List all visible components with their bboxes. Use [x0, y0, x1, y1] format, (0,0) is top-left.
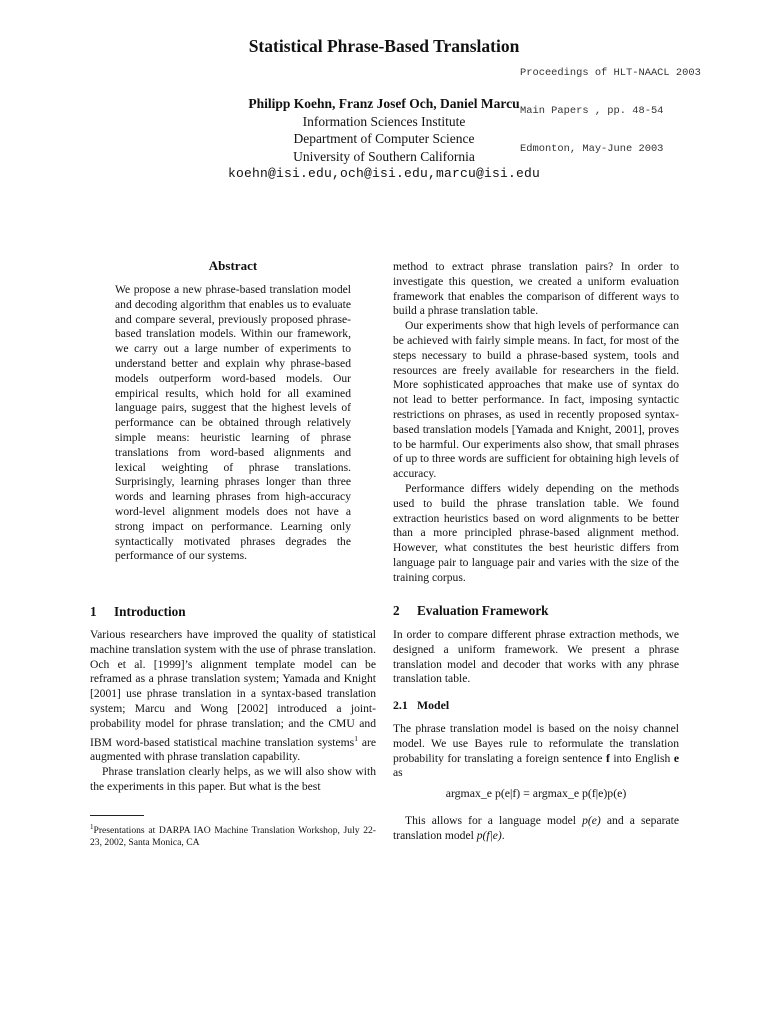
subsection-heading-model [393, 698, 449, 713]
paper-title: Statistical Phrase-Based Translation [248, 36, 520, 56]
venue-line: Edmonton, May-June 2003 [520, 142, 664, 155]
body-paragraph: method to extract phrase translation pairs? In order to investigate this question, we created a uniform evaluation framework that enables the comparison of different ways to build a phrase translation table. [393, 260, 679, 318]
evaluation-framework-text [393, 628, 679, 687]
bayes-equation: argmax_e p(e|f) = argmax_e p(f|e)p(e) [445, 786, 627, 800]
venue-line: Main Papers , pp. 48-54 [520, 104, 664, 117]
subsection-number: 2.1 [393, 698, 408, 712]
math-symbol-e: e [673, 751, 679, 765]
section-title: Evaluation Framework [417, 603, 549, 618]
author-emails: koehn@isi.edu,och@isi.edu,marcu@isi.edu [227, 166, 541, 181]
model-text-part: . [501, 828, 505, 842]
model-text-part: as [393, 766, 403, 780]
affiliation-line: University of Southern California [293, 148, 475, 164]
affiliation-line: Information Sciences Institute [302, 113, 466, 129]
footnote-divider [90, 815, 144, 816]
model-text [393, 722, 679, 781]
intro-text-part: Various researchers have improved the quality of statistical machine translation system with the use of phrase translation. Och et al. [1999]’s alignment template model can be reframed as a phrase translation system; Yamada and Knight [2001] use phrase translation in a syntax-based translation system; Marcu and Wong [2002] introduced a joint-probability model for phrase translation; and the CMU and IBM word-based statistical machine translation systems [90, 628, 376, 749]
author-block [0, 95, 768, 183]
intro-paragraph [90, 628, 376, 765]
body-paragraph: In order to compare different phrase extraction methods, we designed a uniform framework. We present a phrase translation model and decoder that works with any phrase translation table. [393, 628, 679, 686]
intro-text-part: are augmented with phrase translation capability. [90, 735, 376, 764]
footnote-number: 1 [90, 823, 94, 831]
abstract-paragraph: We propose a new phrase-based translation model and decoding algorithm that enables us to evaluate and compare several, previously proposed phrase-based translation models. Within our framework, we carry out a large number of experiments to understand better and explain why phrase-based models outperform word-based models. Our empirical results, which hold for all examined language pairs, suggest that the highest levels of performance can be obtained through relatively simple means: heuristic learning of phrase translations from word-based alignments and lexical weighting of phrase translations. Surprisingly, learning phrases longer than three words and learning phrases from high-accuracy word-level alignment models does not have a strong impact on performance. Learning only syntactically motivated phrases degrades the performance of our systems. [115, 283, 351, 563]
section-number: 1 [90, 604, 97, 619]
model-text-part: and a separate translation model [393, 814, 680, 842]
footnote [90, 821, 376, 849]
model-continued-text [393, 814, 679, 844]
abstract-heading: Abstract [208, 258, 258, 273]
section-heading-introduction [90, 604, 186, 620]
body-paragraph [393, 814, 679, 844]
section-heading-evaluation-framework [393, 603, 549, 619]
footnote-text: Presentations at DARPA IAO Machine Translation Workshop, July 22-23, 2002, Santa Monica, CA [90, 825, 376, 849]
language-model-expression: p(e) [582, 814, 601, 827]
translation-model-expression: p(f|e) [476, 828, 502, 842]
introduction-text [90, 628, 376, 795]
subsection-title: Model [417, 698, 450, 712]
venue-line: Proceedings of HLT-NAACL 2003 [520, 67, 701, 80]
intro-continued-text [393, 260, 679, 586]
intro-paragraph: Phrase translation clearly helps, as we will also show with the experiments in this paper. But what is the best [90, 765, 376, 793]
affiliation-line: Department of Computer Science [293, 131, 475, 146]
body-paragraph: Our experiments show that high levels of performance can be achieved with fairly simple means. In fact, for most of the steps necessary to build a phrase-based system, tools and resources are freely available for researchers in the field. More sophisticated approaches that make use of syntax do not lead to better performance. In fact, imposing syntactic restrictions on phrases, as used in recently proposed syntax-based translation models [Yamada and Knight, 2001], proves to be harmful. Our experiments also show, that small phrases of up to three words are sufficient for obtaining high levels of accuracy. [393, 319, 680, 481]
abstract-text [115, 283, 351, 564]
model-text-part: into English [609, 751, 674, 765]
section-number: 2 [393, 603, 400, 618]
body-paragraph [393, 722, 679, 781]
section-title: Introduction [114, 604, 186, 619]
math-symbol-f: f [605, 751, 610, 765]
model-text-part: This allows for a language model [405, 814, 583, 827]
footnote-marker: 1 [354, 733, 358, 743]
author-names: Philipp Koehn, Franz Josef Och, Daniel Marcu [248, 96, 520, 111]
model-text-part: The phrase translation model is based on the noisy channel model. We use Bayes rule to reformulate the translation probability for translating a foreign sentence [393, 722, 679, 765]
body-paragraph: Performance differs widely depending on the methods used to build the phrase translation table. We found extraction heuristics based on word alignments to be better than a more principled phrase-based alignment method. However, what constitutes the best heuristic differs from language pair to language pair and varies with the size of the training corpus. [393, 481, 679, 584]
